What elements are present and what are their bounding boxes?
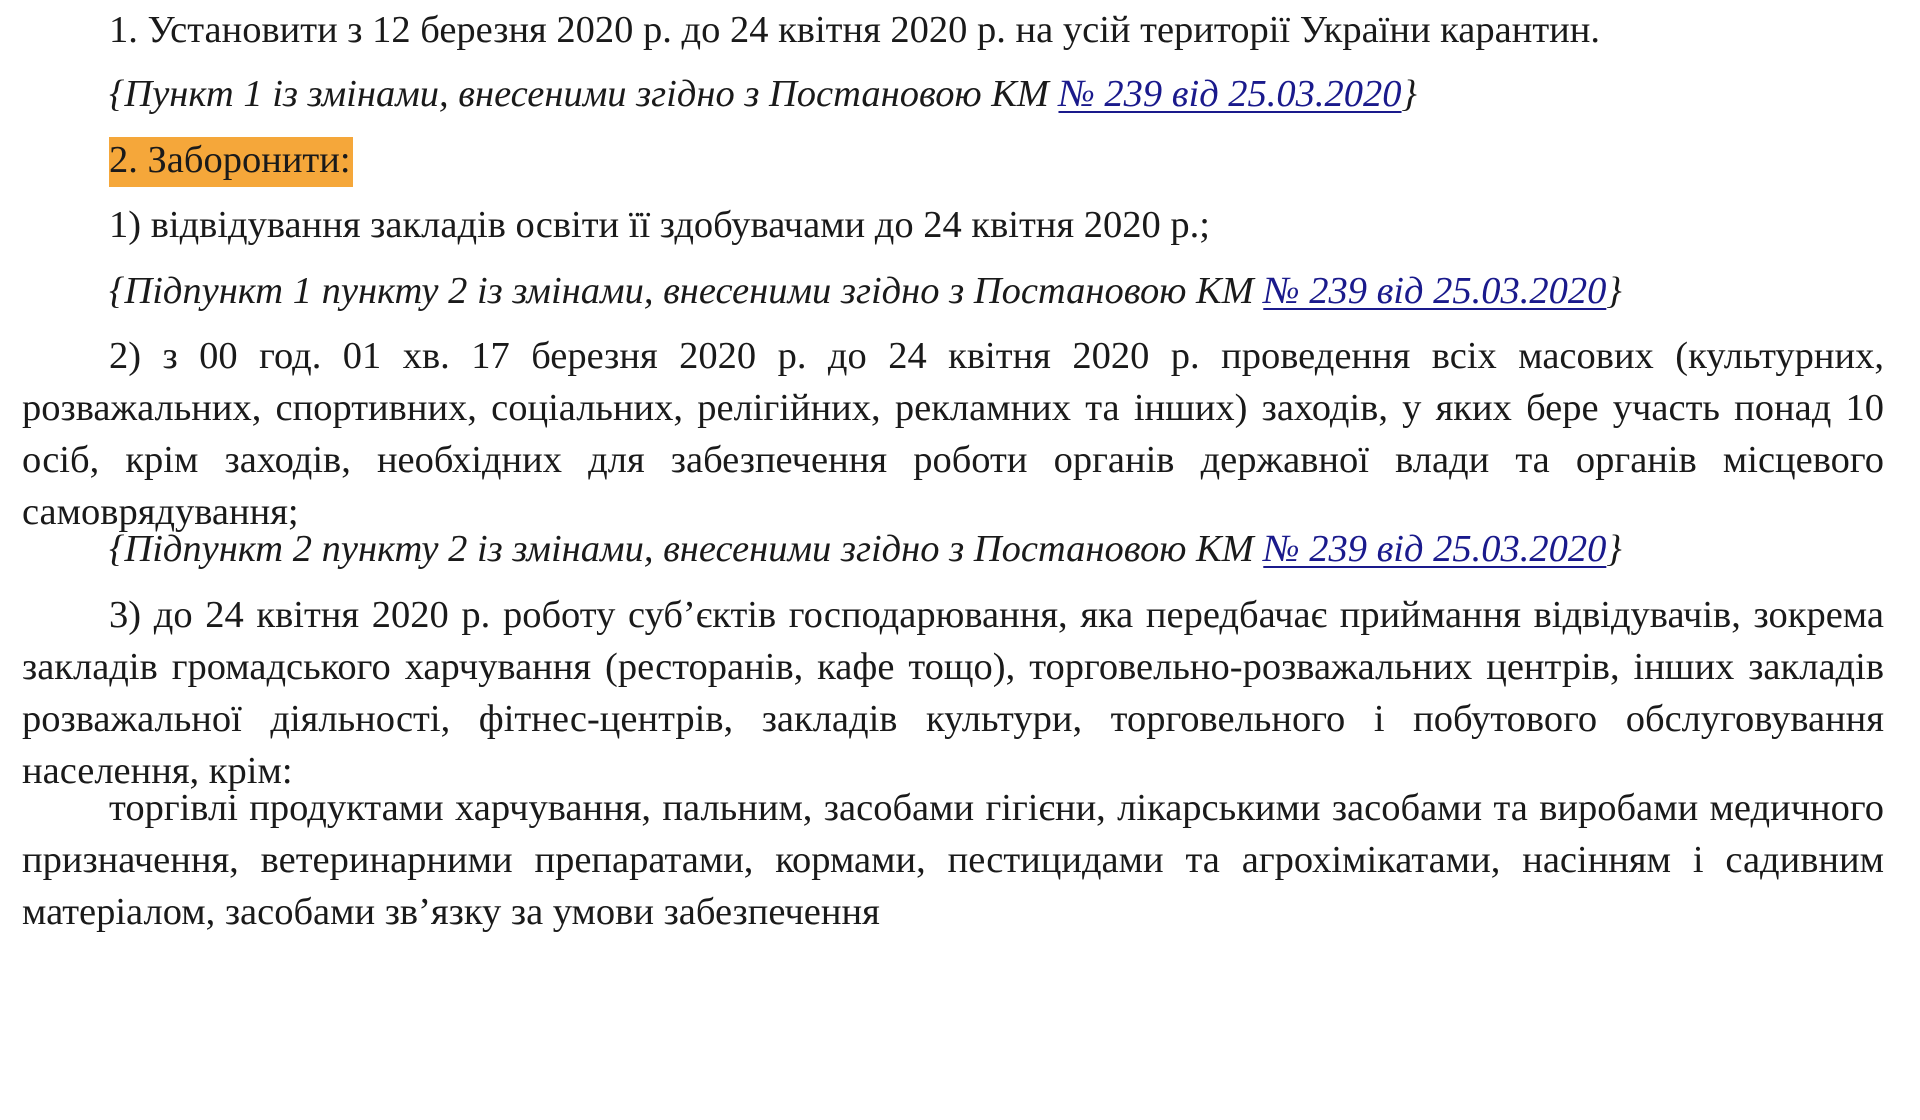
amendment-note-close: }	[1606, 528, 1622, 570]
paragraph-2-prohibit	[22, 134, 1884, 186]
resolution-link[interactable]: № 239 від 25.03.2020	[1263, 528, 1607, 570]
amendment-note-text: {Підпункт 2 пункту 2 із змінами, внесеними згідно з Постановою КМ	[109, 528, 1264, 570]
subparagraph-1-education: 1) відвідування закладів освіти її здобувачами до 24 квітня 2020 р.;	[109, 204, 1210, 246]
resolution-link[interactable]: № 239 від 25.03.2020	[1058, 73, 1402, 115]
exceptions-paragraph: торгівлі продуктами харчування, пальним, засобами гігієни, лікарськими засобами та виробами медичного призначення, ветеринарними препаратами, кормами, пестицидами та агрохімікатами, насінням і садивним матеріалом, засобами зв’язку за умови забезпечення	[22, 787, 1884, 933]
amendment-note-1	[22, 68, 1884, 120]
highlighted-heading: 2. Заборонити:	[109, 137, 353, 187]
amendment-note-close: }	[1401, 73, 1417, 115]
amendment-note-3	[22, 523, 1884, 575]
amendment-note-2	[22, 265, 1884, 317]
resolution-link[interactable]: № 239 від 25.03.2020	[1263, 270, 1607, 312]
amendment-note-close: }	[1606, 270, 1622, 312]
subparagraph-2-mass-events: 2) з 00 год. 01 хв. 17 березня 2020 р. до 24 квітня 2020 р. проведення всіх масових (культурних, розважальних, спортивних, соціальних, релігійних, рекламних та інших) заходів, у яких бере участь понад 10 осіб, крім заходів, необхідних для забезпечення роботи органів державної влади та органів місцевого самоврядування;	[22, 335, 1884, 533]
subparagraph-3-businesses: 3) до 24 квітня 2020 р. роботу суб’єктів господарювання, яка передбачає приймання відвідувачів, зокрема закладів громадського харчування (ресторанів, кафе тощо), торговельно-розважальних центрів, інших закладів розважальної діяльності, фітнес-центрів, закладів культури, торговельного і побутового обслуговування населення, крім:	[22, 594, 1884, 792]
page-cutoff	[0, 1086, 1920, 1120]
amendment-note-text: {Пункт 1 із змінами, внесеними згідно з Постановою КМ	[109, 73, 1059, 115]
paragraph-1-quarantine: 1. Установити з 12 березня 2020 р. до 24 квітня 2020 р. на усій території України карантин.	[109, 9, 1600, 51]
amendment-note-text: {Підпункт 1 пункту 2 із змінами, внесеними згідно з Постановою КМ	[109, 270, 1264, 312]
